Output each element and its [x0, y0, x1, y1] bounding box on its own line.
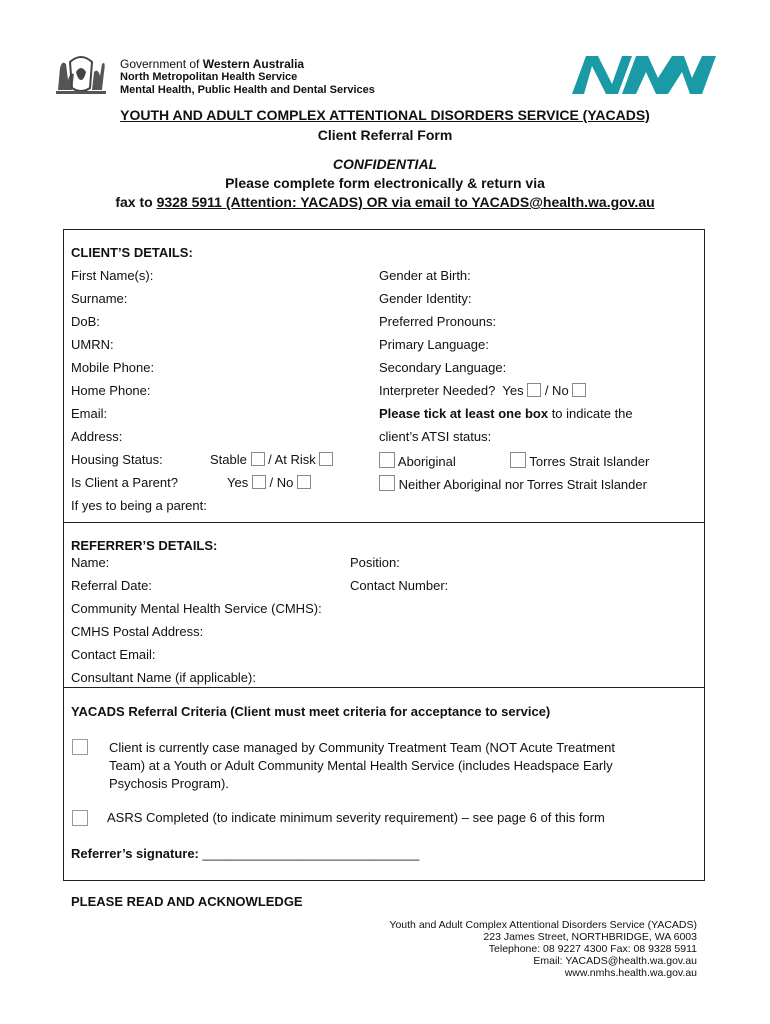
pronouns-field[interactable]: Preferred Pronouns: [379, 314, 497, 329]
signature-line[interactable]: ______________________________ [202, 846, 420, 861]
contact-email-field[interactable]: Contact Email: [71, 647, 156, 662]
fax-email-link[interactable]: 9328 5911 (Attention: YACADS) OR via email to YACADS@health.wa.gov.au [156, 194, 655, 210]
parent-yes-checkbox[interactable] [252, 475, 266, 489]
aboriginal-option [379, 452, 456, 470]
asrs-checkbox[interactable] [72, 810, 88, 826]
aboriginal-checkbox[interactable] [379, 452, 395, 468]
interpreter-yes-checkbox[interactable] [527, 383, 541, 397]
first-name-field[interactable]: First Name(s): [71, 268, 154, 283]
home-phone-field[interactable]: Home Phone: [71, 383, 151, 398]
at-risk-checkbox[interactable] [319, 452, 333, 466]
wa-government-crest-logo [52, 50, 110, 96]
footer-service-name: Youth and Adult Complex Attentional Disorders Service (YACADS) [389, 919, 697, 931]
instructions-line: Please complete form electronically & return via [225, 175, 545, 191]
tsi-option [510, 452, 649, 470]
case-managed-checkbox[interactable] [72, 739, 88, 755]
is-parent-label: Is Client a Parent? [71, 475, 178, 490]
nmhs-logo [572, 56, 716, 94]
cmhs-postal-field[interactable]: CMHS Postal Address: [71, 624, 204, 639]
criteria-heading: YACADS Referral Criteria (Client must meet criteria for acceptance to service) [71, 704, 551, 719]
atsi-instruction: Please tick at least one box to indicate the [379, 406, 633, 421]
footer-website: www.nmhs.health.wa.gov.au [564, 967, 697, 979]
division-label: Mental Health, Public Health and Dental Services [120, 84, 375, 96]
gender-identity-field[interactable]: Gender Identity: [379, 291, 472, 306]
interpreter-label: Interpreter Needed? [379, 383, 496, 398]
contact-number-field[interactable]: Contact Number: [350, 578, 449, 593]
stable-checkbox[interactable] [251, 452, 265, 466]
footer-phone-fax: Telephone: 08 9227 4300 Fax: 08 9328 5911 [488, 943, 697, 955]
parent-no-label: / No [269, 475, 294, 490]
government-label: Government of Western Australia [120, 57, 305, 71]
atsi-instruction-line2: client’s ATSI status: [379, 429, 492, 444]
interpreter-row [379, 383, 586, 399]
asrs-criterion: ASRS Completed (to indicate minimum severity requirement) – see page 6 of this form [107, 810, 605, 825]
neither-checkbox[interactable] [379, 475, 395, 491]
form-title: Client Referral Form [317, 127, 453, 143]
secondary-language-field[interactable]: Secondary Language: [379, 360, 507, 375]
parent-no-checkbox[interactable] [297, 475, 311, 489]
surname-field[interactable]: Surname: [71, 291, 128, 306]
consultant-field[interactable]: Consultant Name (if applicable): [71, 670, 256, 685]
tsi-checkbox[interactable] [510, 452, 526, 468]
referrer-details-heading: REFERRER’S DETAILS: [71, 538, 218, 553]
mobile-phone-field[interactable]: Mobile Phone: [71, 360, 155, 375]
position-field[interactable]: Position: [350, 555, 400, 570]
section-divider [63, 687, 705, 688]
parent-yes-label: Yes [227, 475, 249, 490]
form-service-title: YOUTH AND ADULT COMPLEX ATTENTIONAL DISORDERS SERVICE (YACADS) [120, 107, 650, 123]
health-service-label: North Metropolitan Health Service [120, 71, 298, 83]
if-parent-field[interactable]: If yes to being a parent: [71, 498, 207, 513]
address-field[interactable]: Address: [71, 429, 123, 444]
stable-label: Stable [210, 452, 247, 467]
aboriginal-label: Aboriginal [397, 454, 456, 469]
at-risk-label: / At Risk [268, 452, 316, 467]
return-instructions: fax to 9328 5911 (Attention: YACADS) OR via email to YACADS@health.wa.gov.au [115, 194, 655, 210]
referral-date-field[interactable]: Referral Date: [71, 578, 152, 593]
tsi-label: Torres Strait Islander [529, 454, 650, 469]
referrer-name-field[interactable]: Name: [71, 555, 110, 570]
confidential-label: CONFIDENTIAL [332, 156, 438, 172]
case-managed-criterion: Client is currently case managed by Community Treatment Team (NOT Acute Treatment Team) at a Youth or Adult Community Mental Health Service (includes Headspace Early Psychosis Program). [109, 740, 616, 791]
signature-label: Referrer’s signature: [71, 846, 199, 861]
interpreter-no-label: / No [544, 383, 569, 398]
section-divider [63, 522, 705, 523]
umrn-field[interactable]: UMRN: [71, 337, 114, 352]
cmhs-field[interactable]: Community Mental Health Service (CMHS): [71, 601, 322, 616]
email-field[interactable]: Email: [71, 406, 108, 421]
interpreter-yes-label: Yes [502, 383, 524, 398]
neither-label: Neither Aboriginal nor Torres Strait Islander [398, 477, 647, 492]
interpreter-no-checkbox[interactable] [572, 383, 586, 397]
acknowledge-heading: PLEASE READ AND ACKNOWLEDGE [71, 894, 303, 909]
primary-language-field[interactable]: Primary Language: [379, 337, 489, 352]
footer-email: Email: YACADS@health.wa.gov.au [533, 955, 697, 967]
is-parent-options [227, 475, 311, 491]
footer-address: 223 James Street, NORTHBRIDGE, WA 6003 [483, 931, 697, 943]
signature-row [71, 846, 419, 862]
client-details-heading: CLIENT’S DETAILS: [71, 245, 193, 260]
dob-field[interactable]: DoB: [71, 314, 100, 329]
neither-option [379, 475, 647, 493]
housing-status-label: Housing Status: [71, 452, 163, 467]
housing-status-options [210, 452, 333, 468]
gender-at-birth-field[interactable]: Gender at Birth: [379, 268, 471, 283]
